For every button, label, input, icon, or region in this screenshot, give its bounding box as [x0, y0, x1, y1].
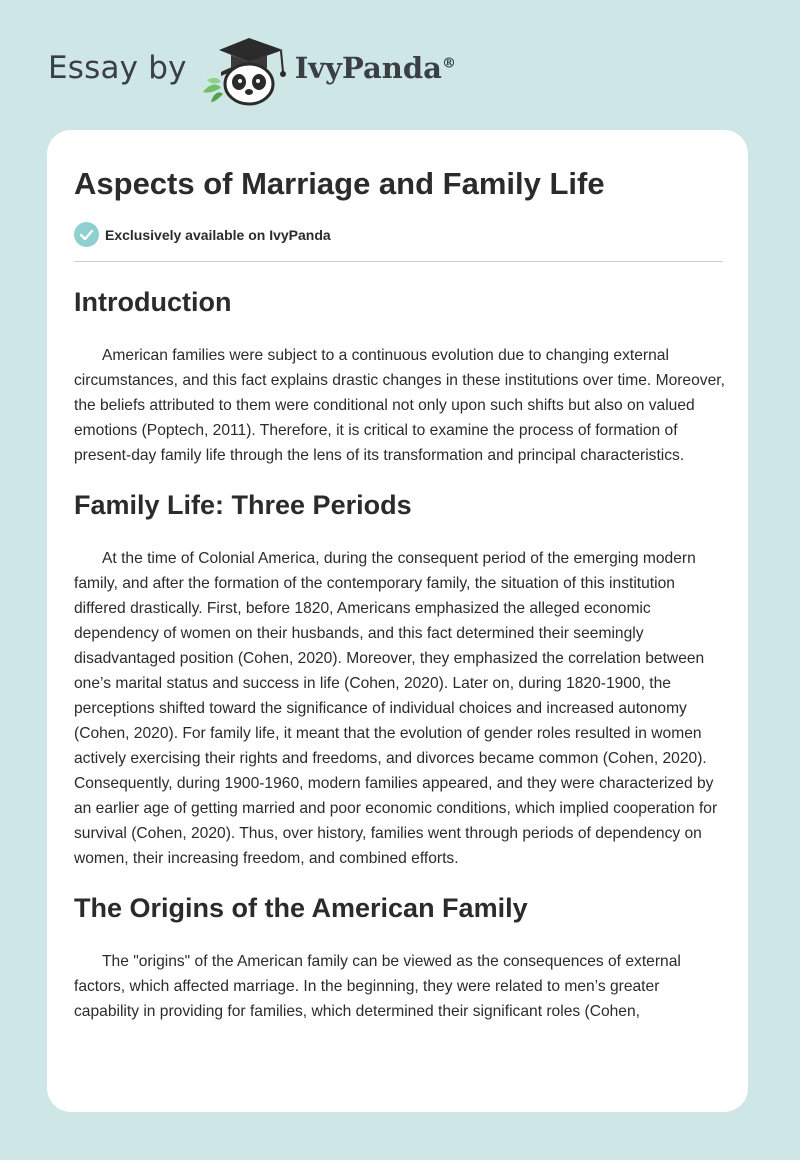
section-paragraph-three-periods: At the time of Colonial America, during the consequent period of the emerging modern family, and after the formation of the contemporary family, the situation of this institution differed drastically. First, before 1820, Americans emphasized the alleged economic dependency of women on their husbands, and this fact determined their seemingly disadvantaged position (Cohen, 2020). Moreover, they emphasized the correlation between one’s marital status and success in life (Cohen, 2020). Later on, during 1820-1900, the perceptions shifted toward the significance of individual choices and increased autonomy (Cohen, 2020). For family life, it meant that the evolution of gender roles resulted in women actively exercising their rights and freedoms, and divorces became common (Cohen, 2020). Consequently, during 1900-1960, modern families appeared, and they were characterized by an earlier age of getting married and poor economic conditions, which implied cooperation for survival (Cohen, 2020). Thus, over history, families went through periods of dependency on women, their increasing freedom, and combined efforts.: [74, 550, 718, 867]
section-heading-origins: The Origins of the American Family: [74, 893, 528, 923]
section-heading-introduction: Introduction: [74, 287, 232, 317]
exclusive-badge: [74, 222, 331, 247]
trademark-symbol: ®: [441, 55, 456, 72]
essay-title: Aspects of Marriage and Family Life: [74, 166, 605, 201]
brand-name[interactable]: [295, 51, 456, 85]
exclusive-badge-text: Exclusively available on IvyPanda: [105, 226, 331, 243]
ivypanda-logo-icon[interactable]: [201, 28, 293, 108]
essay-by-label: Essay by: [48, 50, 187, 86]
section-heading-three-periods: Family Life: Three Periods: [74, 490, 412, 520]
brand-name-text: IvyPanda: [294, 51, 442, 85]
site-header: [48, 28, 548, 108]
essay-body: [74, 280, 726, 1024]
essay-card: [47, 130, 748, 1112]
title-divider: [74, 261, 723, 262]
section-paragraph-origins: The "origins" of the American family can be viewed as the consequences of external factors, which affected marriage. In the beginning, they were related to men’s greater capability in providing for families, which determined their significant roles (Cohen,: [74, 953, 681, 1020]
section-paragraph-introduction: American families were subject to a continuous evolution due to changing external circumstances, and this fact explains drastic changes in these institutions over time. Moreover, the beliefs attributed to them were conditional not only upon such shifts but also on valued emotions (Poptech, 2011). Therefore, it is critical to examine the process of formation of present-day family life through the lens of its transformation and principal characteristics.: [74, 347, 725, 464]
checkmark-icon: [74, 222, 99, 247]
